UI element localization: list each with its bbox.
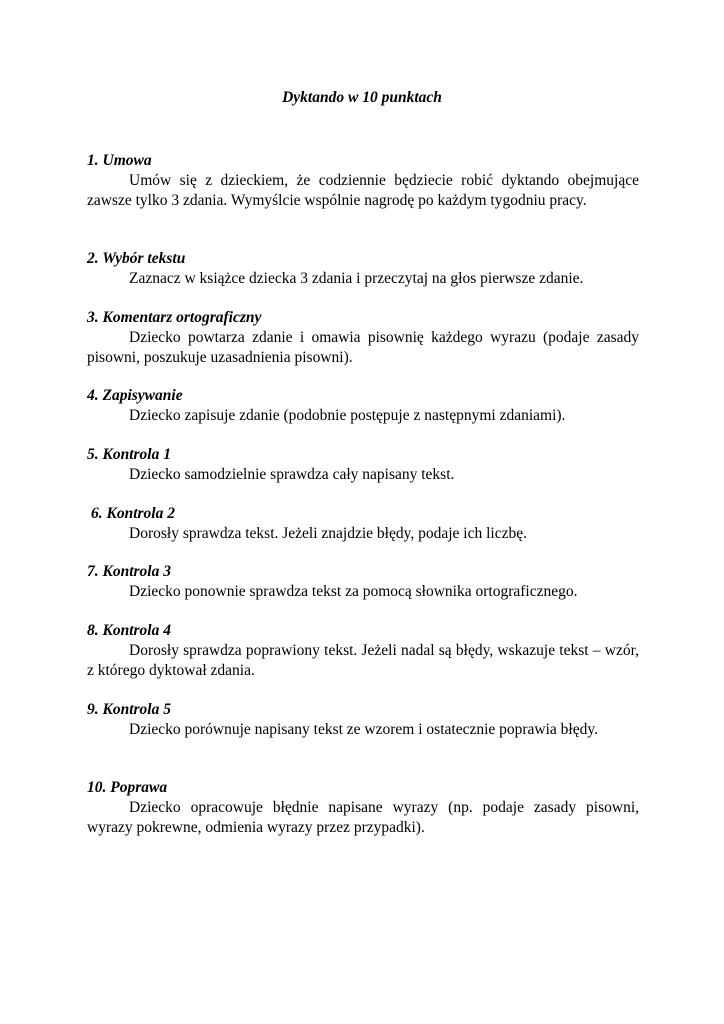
section-5-kontrola-1 [87,445,639,485]
section-text: Dziecko porównuje napisany tekst ze wzorem i ostatecznie poprawia błędy. [129,721,598,738]
section-text: Dziecko ponownie sprawdza tekst za pomocą słownika ortograficznego. [129,583,578,600]
section-text: Dziecko zapisuje zdanie (podobnie postępuje z następnymi zdaniami). [129,407,566,424]
section-8-kontrola-4 [87,621,639,681]
section-1-umowa [87,151,639,211]
section-text: Zaznacz w książce dziecka 3 zdania i przeczytaj na głos pierwsze zdanie. [129,270,584,287]
section-text: Dorosły sprawdza poprawiony tekst. Jeżeli nadal są błędy, wskazuje tekst – wzór, z którego dyktował zdania. [87,642,639,679]
section-text: Umów się z dzieckiem, że codziennie będziecie robić dyktando obejmujące zawsze tylko 3 zdania. Wymyślcie wspólnie nagrodę po każdym tygodniu pracy. [87,172,639,209]
section-9-kontrola-5 [87,700,639,740]
section-6-kontrola-2 [91,504,643,544]
section-text: Dorosły sprawdza tekst. Jeżeli znajdzie błędy, podaje ich liczbę. [129,525,527,542]
section-4-zapisywanie [87,386,639,426]
section-heading: 6. Kontrola 2 [91,505,175,522]
section-heading: 2. Wybór tekstu [87,250,186,267]
section-text: Dziecko samodzielnie sprawdza cały napisany tekst. [129,466,455,483]
section-3-komentarz-ortograficzny [87,308,639,368]
section-text: Dziecko opracowuje błędnie napisane wyrazy (np. podaje zasady pisowni, wyrazy pokrewne, odmienia wyrazy przez przypadki). [87,799,639,836]
section-heading: 7. Kontrola 3 [87,563,171,580]
section-heading: 3. Komentarz ortograficzny [87,309,262,326]
section-7-kontrola-3 [87,562,639,602]
section-heading: 9. Kontrola 5 [87,701,171,718]
document-title: Dyktando w 10 punktach [282,89,442,106]
section-heading: 1. Umowa [87,152,152,169]
section-text: Dziecko powtarza zdanie i omawia pisownię każdego wyrazu (podaje zasady pisowni, poszukuje uzasadnienia pisowni). [87,329,639,366]
section-10-poprawa [87,778,639,838]
section-heading: 8. Kontrola 4 [87,622,171,639]
section-2-wybor-tekstu [87,249,639,289]
section-heading: 10. Poprawa [87,779,168,796]
section-heading: 5. Kontrola 1 [87,446,171,463]
section-heading: 4. Zapisywanie [87,387,183,404]
